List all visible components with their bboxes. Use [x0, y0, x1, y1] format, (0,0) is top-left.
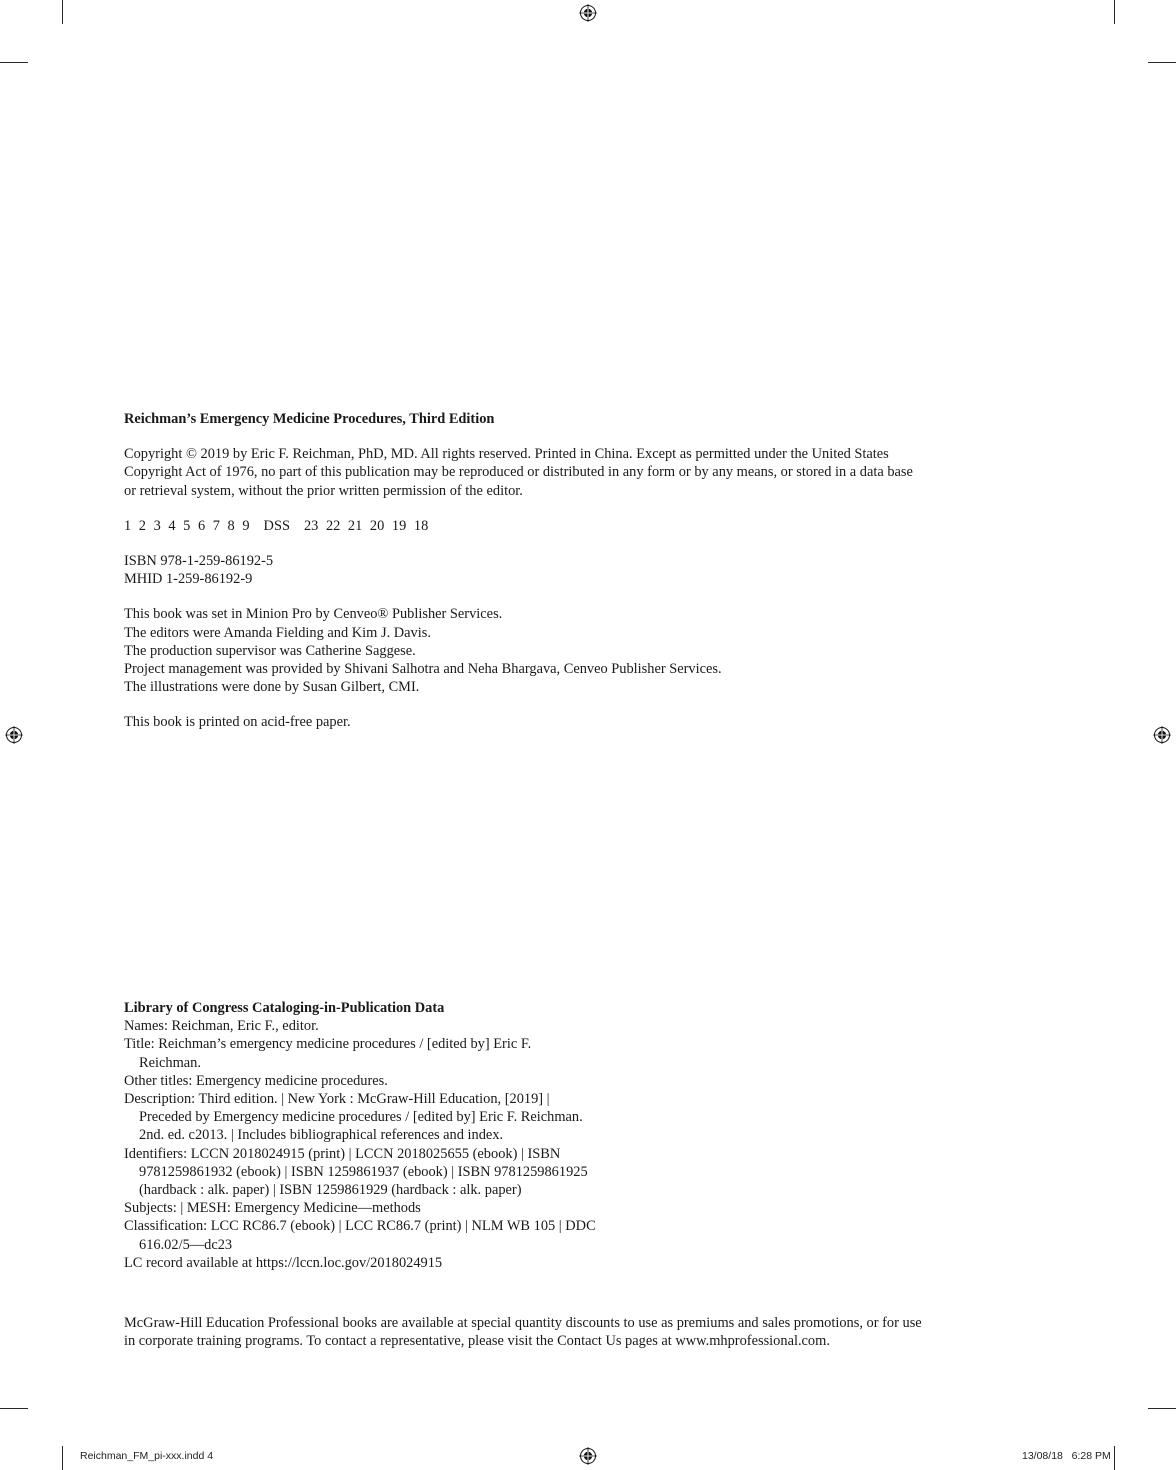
- print-line-code: DSS: [263, 517, 290, 534]
- crop-mark-left-bottom: [0, 1408, 28, 1409]
- slug-time: 6:28 PM: [1071, 1450, 1111, 1462]
- crop-mark-right-top: [1148, 62, 1176, 63]
- registration-target-icon: [5, 726, 23, 744]
- copyright-line: Copyright © 2019 by Eric F. Reichman, PhD, MD. All rights reserved. Printed in China. Except as permitted under the United States: [124, 446, 889, 463]
- registration-target-icon: [579, 1447, 597, 1465]
- cip-line: Other titles: Emergency medicine procedures.: [124, 1072, 388, 1089]
- cip-line: Reichman.: [139, 1054, 201, 1071]
- registration-target-icon: [1153, 726, 1171, 744]
- production-line: The editors were Amanda Fielding and Kim J. Davis.: [124, 624, 431, 641]
- cip-heading: Library of Congress Cataloging-in-Publication Data: [124, 1000, 445, 1016]
- print-line-numbers: 1 2 3 4 5 6 7 8 9: [124, 517, 250, 534]
- crop-mark-left-top: [0, 62, 28, 63]
- slug-date: 13/08/18: [1022, 1450, 1063, 1462]
- paper-note: This book is printed on acid-free paper.: [124, 714, 351, 731]
- cip-line: LC record available at https://lccn.loc.gov/2018024915: [124, 1254, 443, 1271]
- production-line: Project management was provided by Shivani Salhotra and Neha Bhargava, Cenveo Publisher Services.: [124, 661, 722, 678]
- cip-line: Title: Reichman’s emergency medicine procedures / [edited by] Eric F.: [124, 1036, 532, 1053]
- crop-mark-right-bottom: [1148, 1408, 1176, 1409]
- promo-line: in corporate training programs. To contact a representative, please visit the Contact Us pages at www.mhprofessional.com.: [124, 1333, 830, 1350]
- promo-block: [124, 1314, 1044, 1350]
- production-line: This book was set in Minion Pro by Cenveo® Publisher Services.: [124, 606, 503, 623]
- print-line: [124, 517, 1044, 535]
- crop-mark-top-right: [1114, 0, 1115, 24]
- cip-line: Description: Third edition. | New York : McGraw-Hill Education, [2019] |: [124, 1091, 550, 1108]
- cip-line: Names: Reichman, Eric F., editor.: [124, 1018, 319, 1035]
- cip-lines: [124, 1017, 1044, 1272]
- copyright-line: or retrieval system, without the prior written permission of the editor.: [124, 482, 523, 499]
- promo-line: McGraw-Hill Education Professional books are available at special quantity discounts to use as premiums and sales promotions, or for use: [124, 1315, 922, 1331]
- crop-mark-bottom-right: [1114, 1446, 1115, 1470]
- crop-mark-bottom-left: [62, 1446, 63, 1470]
- production-line: The production supervisor was Catherine Saggese.: [124, 642, 416, 659]
- cip-block: [124, 999, 1044, 1272]
- cip-line: Subjects: | MESH: Emergency Medicine—methods: [124, 1200, 421, 1217]
- slug-filename: Reichman_FM_pi-xxx.indd 4: [80, 1450, 214, 1462]
- cip-line: Preceded by Emergency medicine procedures / [edited by] Eric F. Reichman.: [139, 1109, 583, 1126]
- print-line-years: 23 22 21 20 19 18: [303, 517, 429, 534]
- crop-mark-top-left: [62, 0, 63, 24]
- cip-line: 9781259861932 (ebook) | ISBN 1259861937 (ebook) | ISBN 9781259861925: [139, 1163, 588, 1180]
- production-line: The illustrations were done by Susan Gilbert, CMI.: [124, 679, 420, 696]
- cip-line: Identifiers: LCCN 2018024915 (print) | LCCN 2018025655 (ebook) | ISBN: [124, 1145, 561, 1162]
- registration-target-icon: [579, 4, 597, 22]
- cip-line: (hardback : alk. paper) | ISBN 1259861929 (hardback : alk. paper): [139, 1182, 522, 1199]
- copyright-line: Copyright Act of 1976, no part of this publication may be reproduced or distributed in any form or by any means, or stored in a data base: [124, 464, 913, 481]
- book-title: Reichman’s Emergency Medicine Procedures, Third Edition: [124, 411, 495, 427]
- cip-line: 616.02/5—dc23: [139, 1236, 233, 1253]
- cip-line: Classification: LCC RC86.7 (ebook) | LCC RC86.7 (print) | NLM WB 105 | DDC: [124, 1218, 596, 1235]
- cip-line: 2nd. ed. c2013. | Includes bibliographical references and index.: [139, 1127, 504, 1144]
- mhid: MHID 1-259-86192-9: [124, 571, 253, 588]
- copyright-block: [124, 410, 1044, 732]
- slug-timestamp: [1022, 1450, 1111, 1462]
- isbn: ISBN 978-1-259-86192-5: [124, 553, 274, 570]
